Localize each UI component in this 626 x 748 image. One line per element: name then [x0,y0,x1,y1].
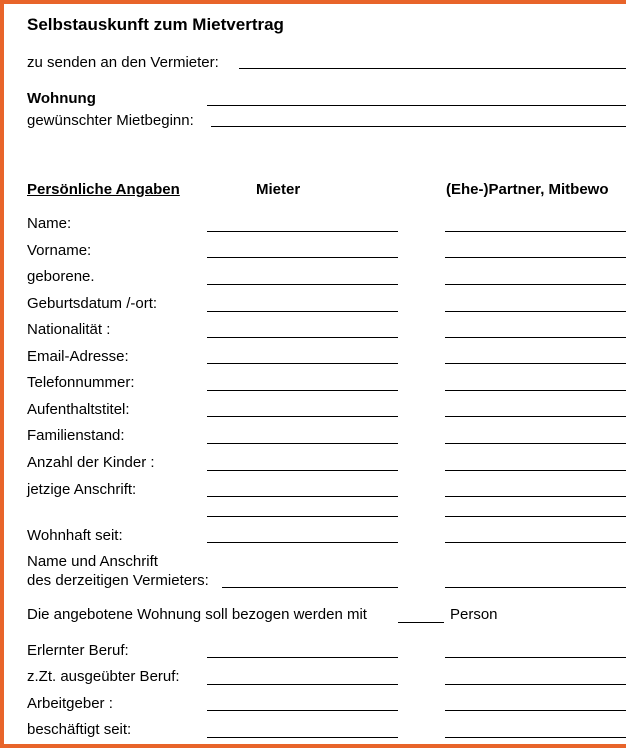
field-label: Email-Adresse: [27,348,129,365]
occupancy-suffix: Person [450,606,498,623]
partner-field-line[interactable] [445,737,626,738]
tenant-field-line[interactable] [207,363,398,364]
partner-field-line[interactable] [445,684,626,685]
tenant-field-line[interactable] [207,231,398,232]
field-label: z.Zt. ausgeübter Beruf: [27,668,180,685]
move-in-line[interactable] [211,126,626,127]
field-label: Telefonnummer: [27,374,135,391]
partner-field-line[interactable] [445,657,626,658]
tenant-landlord-line[interactable] [222,587,398,588]
partner-field-line[interactable] [445,231,626,232]
tenant-field-line[interactable] [207,684,398,685]
field-label: Vorname: [27,242,92,259]
tenant-field-line[interactable] [207,443,398,444]
tenant-field-line[interactable] [207,710,398,711]
partner-field-line[interactable] [445,516,626,517]
send-to-line[interactable] [239,68,626,69]
tenant-field-line[interactable] [207,257,398,258]
tenant-field-line[interactable] [207,311,398,312]
apartment-line[interactable] [207,105,626,106]
field-label: jetzige Anschrift: [27,481,137,498]
field-label: Familienstand: [27,427,125,444]
tenant-field-line[interactable] [207,337,398,338]
column-tenant: Mieter [256,181,301,198]
form-title: Selbstauskunft zum Mietvertrag [27,15,284,34]
section-title: Persönliche Angaben [27,181,180,198]
tenant-field-line[interactable] [207,657,398,658]
field-label: Anzahl der Kinder : [27,454,155,471]
tenant-field-line[interactable] [207,470,398,471]
tenant-field-line[interactable] [207,737,398,738]
landlord-label-line2: des derzeitigen Vermieters: [27,572,209,589]
partner-field-line[interactable] [445,443,626,444]
landlord-label-line1: Name und Anschrift [27,553,158,570]
field-label: Arbeitgeber : [27,695,113,712]
move-in-label: gewünschter Mietbeginn: [27,112,194,129]
partner-field-line[interactable] [445,470,626,471]
occupancy-count-line[interactable] [398,622,444,623]
partner-field-line[interactable] [445,710,626,711]
field-label: Nationalität : [27,321,111,338]
partner-field-line[interactable] [445,337,626,338]
partner-field-line[interactable] [445,257,626,258]
partner-field-line[interactable] [445,390,626,391]
tenant-field-line[interactable] [207,284,398,285]
occupancy-text: Die angebotene Wohnung soll bezogen werden mit [27,606,367,623]
tenant-field-line[interactable] [207,496,398,497]
resident-since-label: Wohnhaft seit: [27,527,123,544]
send-to-label: zu senden an den Vermieter: [27,54,219,71]
tenant-field-line[interactable] [207,516,398,517]
partner-field-line[interactable] [445,363,626,364]
field-label: geborene. [27,268,95,285]
field-label: Aufenthaltstitel: [27,401,130,418]
partner-field-line[interactable] [445,542,626,543]
partner-field-line[interactable] [445,416,626,417]
partner-field-line[interactable] [445,496,626,497]
tenant-field-line[interactable] [207,390,398,391]
partner-field-line[interactable] [445,311,626,312]
field-label: Name: [27,215,72,232]
partner-landlord-line[interactable] [445,587,626,588]
tenant-field-line[interactable] [207,416,398,417]
column-partner: (Ehe-)Partner, Mitbewo [446,181,609,198]
apartment-label: Wohnung [27,90,96,107]
tenant-field-line[interactable] [207,542,398,543]
field-label: Geburtsdatum /-ort: [27,295,158,312]
field-label: Erlernter Beruf: [27,642,129,659]
partner-field-line[interactable] [445,284,626,285]
field-label: beschäftigt seit: [27,721,132,738]
